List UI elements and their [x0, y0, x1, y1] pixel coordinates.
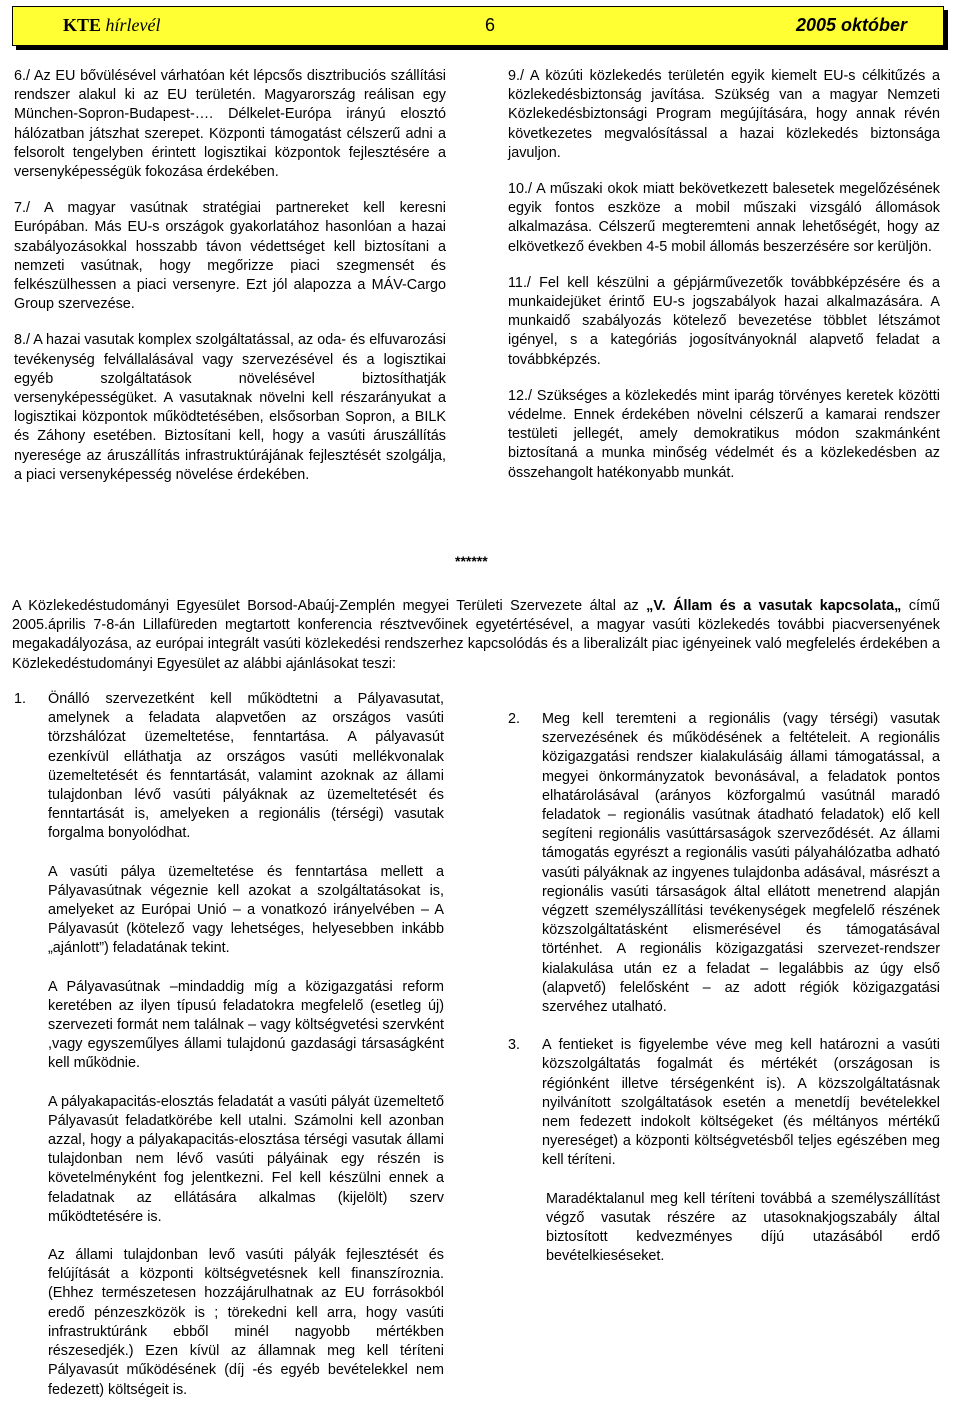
newsletter-title	[63, 15, 161, 36]
recommendation-1-paragraph-1: Önálló szervezetként kell működtetni a Pályavasutat, amelynek a feladata alapvetően az országos vasúti törzshálózat üzemeltetése, fenntartása. A pályavasút ezenkívül elláthatja az országos vasúti mellékvonalak üzemeltetését és fenntartását, valamint azoknak az állami tulajdonban lévő vasúti pályáknak az üzemeltetését és fenntartását is, amelyeken a regionális (térségi) vasutak forgalma bonyolódhat.	[48, 691, 444, 842]
recommendation-3	[508, 1036, 940, 1170]
intro-text-end: című 2005.április 7-8-án Lillafüreden megtartott konferencia résztvevőinek egyetértésével, a magyar vasúti közlekedés további piacversenyének megakadályozása, az európai integrált vasúti közlekedési rendszerhez kapcsolódás és a liberalizált piac igényeinek való megfelelés érdekében a Közlekedéstudományi Egyesület az alábbi ajánlásokat teszi:	[12, 598, 940, 672]
issue-date: 2005 október	[795, 15, 907, 35]
paragraph-9: 9./ A közúti közlekedés területén egyik kiemelt EU-s célkitűzés a közlekedésbiztonság javítása. Szükség van a magyar Nemzeti Közlekedésbiztonsági Program megújítására, hogy annak révén következetes megvalósítással a hazai közlekedés biztonsága javuljon.	[508, 68, 940, 161]
recommendations-right-column	[508, 710, 940, 1266]
recommendation-2-text: Meg kell teremteni a regionális (vagy térségi) vasutak szervezésének és működésének a feltételeit. A regionális közigazgatási rendszer kialakulásáig állami támogatással, a megyei önkormányzatok bevonásával, a feladatok pontos elhatárolásával (arányos közforgalmú vasútnál maradó feladatok – regionális vasútnak átadható feladatok) elő kell segíteni regionális vasúttársaságok szerveződését. Az állami támogatás egyrészt a regionális vasúti pályahálózatba adható vasúti pályáknak az ingyenes tulajdonba adásával, másrészt a regionális vasúti társaságok által ellátott menetrend alapján végzett személyszállítási tevékenységek megfelelő részének közszolgáltatásként elismerésével és támogatásával történhet. A regionális közigazgatási szervezet-rendszer kialakulása után ez a feladat – legalábbis az úgy első (alapvető) felelősként – az adott régiók közigazgatási szervéhez utalható.	[542, 711, 940, 1016]
recommendation-3-text: A fentieket is figyelembe véve meg kell határozni a vasúti közszolgáltatás fogalmát és mértékét (országosan is régiónként illetve térségenként is). A közszolgáltatásnak nyilvánított szolgáltatások esetén a menetdíj bevételekkel nem fedezett indokolt költségeket (és méltányos mértékű nyereséget) a központi költségvetésből teljes egészében meg kell téríteni.	[542, 1037, 940, 1169]
brand-name: KTE	[63, 15, 102, 35]
compensation-note: Maradéktalanul meg kell téríteni továbbá a személyszállítást végző vasutak részére az utasoknakjogszabály által biztosított kedvezményes díjú utazásából erdő bevételkieséseket.	[546, 1190, 940, 1265]
top-right-column	[508, 67, 940, 500]
intro-text-start: A Közlekedéstudományi Egyesület Borsod-Abaúj-Zemplén megyei Területi Szervezete által az	[12, 598, 647, 614]
recommendation-1	[14, 690, 444, 1400]
brand-subtitle: hírlevél	[105, 15, 161, 35]
paragraph-8: 8./ A hazai vasutak komplex szolgáltatással, az oda- és elfuvarozási tevékenység felvállalásával vagy szervezésével és a logisztikai egyéb szolgáltatások növelésével biztosíthatják versenyképességüket. A vasutaknak növelni kell részarányukat a logisztikai központok működtetésében, elsősorban Sopron, a BILK és Záhony esetében. Biztosítani kell, hogy a vasúti áruszállítás nyeresége az áruszállítás infrastruktúrájának fejlesztését szolgálja, a piaci versenyképesség növelése érdekében.	[14, 332, 446, 483]
top-left-column	[14, 67, 446, 502]
paragraph-11: 11./ Fel kell készülni a gépjárművezetők továbbképzésére és a munkaidejüket érintő EU-s jogszabályok hazai alkalmazására. A munkaidő szabályozás kötelező bevezetése többlet létszámot igényel, s a kategóriás jogosítványoknál alapvető feladat a továbbképzés.	[508, 274, 940, 368]
recommendation-number: 2.	[508, 711, 521, 727]
recommendation-1-paragraph-2: A vasúti pálya üzemeltetése és fenntartása mellett a Pályavasútnak végeznie kell azokat a szolgáltatásokat is, amelyeket az Európai Unió – a vonatkozó irányelvében – A Pályavasút (kötelező vagy lehetséges, helyesebben inkább „ajánlott”) feladatának tekint.	[48, 863, 444, 957]
intro-paragraph	[12, 597, 940, 674]
recommendation-1-paragraph-3: A Pályavasútnak –mindaddig míg a közigazgatási reform keretében az ilyen típusú feladatokra megfelelő (esetleg új) szervezeti formát nem találnak – vagy költségvetési szervként ,vagy egyszeműlyes állami tulajdonú gazdasági társaságként kell működnie.	[48, 978, 444, 1072]
recommendation-2	[508, 710, 940, 1017]
recommendation-1-paragraph-4: A pályakapacitás-elosztás feladatát a vasúti pályát üzemeltető Pályavasút feladatkörébe kell utalni. Számolni kell azonban azzal, hogy a pályakapacitás-elosztása térségi vasutak állami tulajdonban nem lévő vasúti pályáinak egy részén is követelményként fog jelentkezni. Fel kell készülni ennek a feladatnak az ellátására alkalmas (kijelölt) szerv működtetésére is.	[48, 1093, 444, 1225]
paragraph-12: 12./ Szükséges a közlekedés mint iparág törvényes keretek közötti védelme. Ennek érdekében növelni célszerű a kamarai rendszer testületi jellegét, amely demokratikus módon szakmánként biztosítaná a munka minőség védelmét és a közlekedésben az összehangolt hatékonyabb munkát.	[508, 387, 940, 481]
newsletter-header	[12, 6, 944, 46]
recommendation-number: 1.	[14, 691, 27, 707]
recommendations-left-column	[14, 690, 444, 1419]
recommendation-1-paragraph-5: Az állami tulajdonban levő vasúti pályák fejlesztését és felújítását a központi költségvetésnek kell finanszíroznia.(Ehhez természetesen hozzájárulhatnak az EU forrásokból eredő pénzeszközök is ; törekedni kell arra, hogy vasúti infrastruktúránk ebből minél nagyobb mértékben részesedjék.) Ezen kívül az államnak meg kell téríteni Pályavasút működésének (díj -és egyéb bevételekkel nem fedezett) költségeit is.	[48, 1247, 444, 1398]
conference-title: „V. Állam és a vasutak kapcsolata„	[646, 598, 902, 614]
page-number: 6	[485, 15, 496, 35]
paragraph-6: 6./ Az EU bővülésével várhatóan két lépcsős disztribuciós szállítási rendszer alakul ki az EU területén. Magyarország reálisan egy München-Sopron-Budapest-…. Délkelet-Európa irányú elosztó hálózatban játszhat szerepet. Központi támogatást célszerű adni a felsorolt tengelyben érintett logisztikai központok fejlesztésére a versenyképességük fokozása érdekében.	[14, 68, 446, 181]
paragraph-10: 10./ A műszaki okok miatt bekövetkezett balesetek megelőzésének egyik fontos eszköze a mobil műszaki vizsgáló állomások alkalmazása. Célszerű megteremteni annak lehetőségét, hogy az elkövetkező években 4-5 mobil állomás beszerzésére sor kerüljön.	[508, 181, 940, 255]
recommendation-number: 3.	[508, 1037, 521, 1054]
section-separator: ******	[455, 553, 488, 569]
paragraph-7: 7./ A magyar vasútnak stratégiai partnereket kell keresni Európában. Más EU-s országok gyakorlatához hasonlóan a hazai szabályozásokkal hosszabb távon védettséget kell biztosítani a nemzeti vasútnak, hogy megőrizze piaci szegmensét és felkészülhessen a piaci versenyre. Ezt jól alapozza a MÁV-Cargo Group szervezése.	[14, 200, 446, 313]
